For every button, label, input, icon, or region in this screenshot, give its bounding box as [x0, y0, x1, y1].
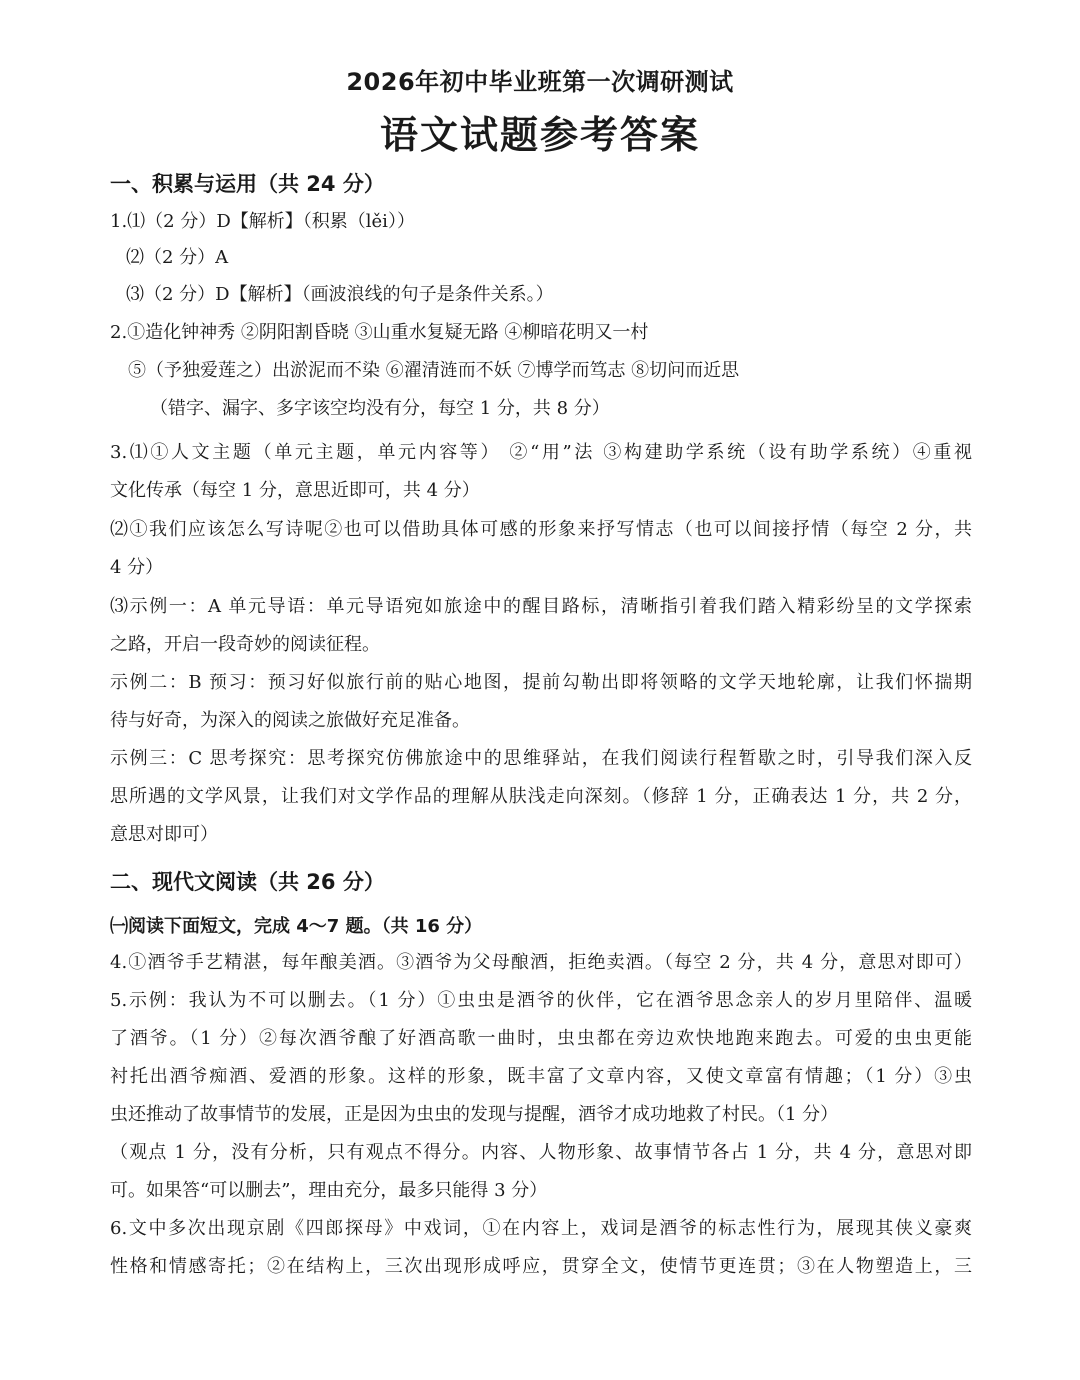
answer-line: ⑶示例一：A 单元导语：单元导语宛如旅途中的醒目路标，清晰指引着我们踏入精彩纷呈的文学探索 — [110, 596, 972, 617]
answer-line: 5.示例：我认为不可以删去。（1 分）①虫虫是酒爷的伙伴，它在酒爷思念亲人的岁月里陪伴、温暖 — [110, 990, 972, 1011]
section-heading-1: 一、积累与运用（共 24 分） — [110, 172, 385, 196]
answer-line: 性格和情感寄托；②在结构上，三次出现形成呼应，贯穿全文，使情节更连贯；③在人物塑造上，三 — [110, 1256, 972, 1277]
answer-line: 衬托出酒爷痴酒、爱酒的形象。这样的形象，既丰富了文章内容，又使文章富有情趣；（1 分）③虫 — [110, 1066, 972, 1087]
answer-line: 文化传承（每空 1 分，意思近即可，共 4 分） — [110, 480, 480, 501]
answer-line: 6.文中多次出现京剧《四郎探母》中戏词，①在内容上，戏词是酒爷的标志性行为，展现其侠义豪爽 — [110, 1218, 972, 1239]
sub-section-heading: ㈠阅读下面短文，完成 4～7 题。（共 16 分） — [110, 916, 483, 937]
answer-line: 意思对即可） — [110, 824, 218, 845]
answer-line: （观点 1 分，没有分析，只有观点不得分。内容、人物形象、故事情节各占 1 分，共 4 分，意思对即 — [110, 1142, 972, 1163]
answer-line: 4.①酒爷手艺精湛，每年酿美酒。③酒爷为父母酿酒，拒绝卖酒。（每空 2 分，共 4 分，意思对即可） — [110, 952, 972, 973]
answer-line: 示例三：C 思考探究：思考探究仿佛旅途中的思维驿站，在我们阅读行程暂歇之时，引导我们深入反 — [110, 748, 972, 769]
answer-line: 1.⑴（2 分）D【解析】（积累（lěi）） — [110, 211, 415, 232]
answer-line: 示例二：B 预习：预习好似旅行前的贴心地图，提前勾勒出即将领略的文学天地轮廓，让我们怀揣期 — [110, 672, 972, 693]
answer-line: ⑤（予独爱莲之）出淤泥而不染 ⑥濯清涟而不妖 ⑦博学而笃志 ⑧切问而近思 — [128, 360, 740, 381]
answer-line: 3.⑴①人文主题（单元主题，单元内容等） ②“用”法 ③构建助学系统（设有助学系统）④重视 — [110, 442, 972, 463]
page-title: 语文试题参考答案 — [379, 113, 700, 157]
answer-line: ⑵①我们应该怎么写诗呢②也可以借助具体可感的形象来抒写情志（也可以间接抒情（每空 2 分，共 — [110, 519, 972, 540]
exam-subtitle: 2026年初中毕业班第一次调研测试 — [346, 68, 734, 96]
answer-line: 了酒爷。（1 分）②每次酒爷酿了好酒高歌一曲时，虫虫都在旁边欢快地跑来跑去。可爱的虫虫更能 — [110, 1028, 972, 1049]
answer-line: 2.①造化钟神秀 ②阴阳割昏晓 ③山重水复疑无路 ④柳暗花明又一村 — [110, 322, 649, 343]
answer-line: 思所遇的文学风景，让我们对文学作品的理解从肤浅走向深刻。（修辞 1 分，正确表达 1 分，共 2 分， — [110, 786, 972, 807]
answer-line: 之路，开启一段奇妙的阅读征程。 — [110, 634, 380, 655]
answer-line: 虫还推动了故事情节的发展，正是因为虫虫的发现与提醒，酒爷才成功地救了村民。（1 分） — [110, 1104, 839, 1125]
answer-line: （错字、漏字、多字该空均没有分，每空 1 分，共 8 分） — [150, 398, 610, 419]
answer-line: 待与好奇，为深入的阅读之旅做好充足准备。 — [110, 710, 470, 731]
answer-line: 4 分） — [110, 557, 164, 578]
answer-line: ⑶（2 分）D【解析】（画波浪线的句子是条件关系。） — [126, 284, 554, 305]
answer-line: 可。如果答“可以删去”，理由充分，最多只能得 3 分） — [110, 1180, 548, 1201]
section-heading-2: 二、现代文阅读（共 26 分） — [110, 870, 385, 894]
answer-line: ⑵（2 分）A — [126, 247, 229, 268]
